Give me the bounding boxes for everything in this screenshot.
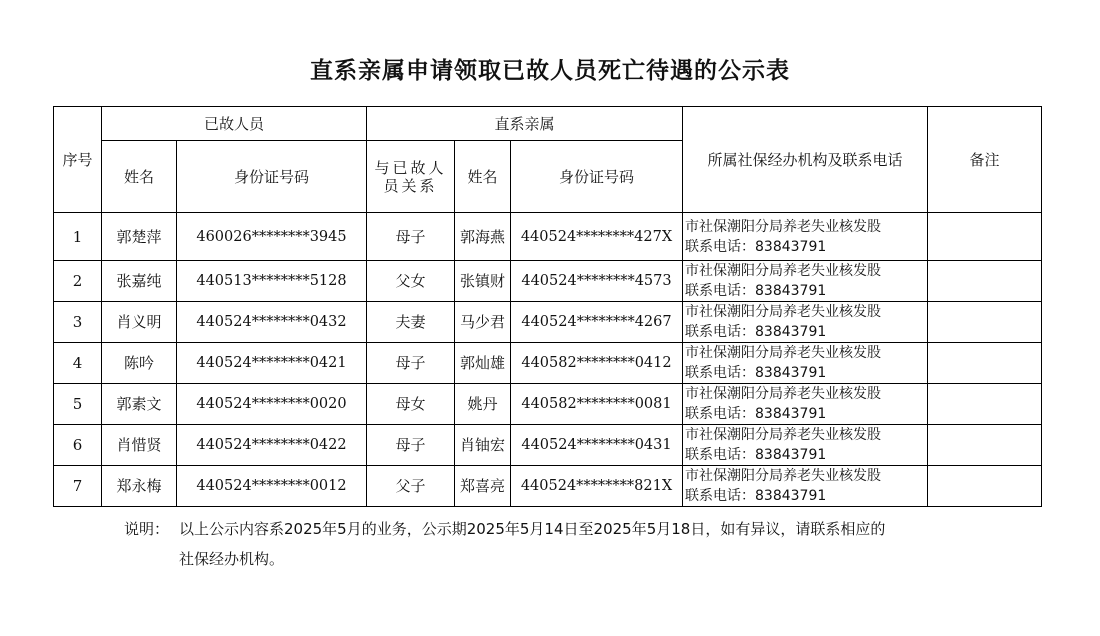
- office-name: 市社保潮阳分局养老失业核发股: [685, 218, 881, 235]
- office-phone: 联系电话：83843791: [685, 238, 827, 255]
- header-relationship: 与已故人员关系: [367, 141, 455, 213]
- relative-id-cell: 440524********0431: [511, 425, 683, 466]
- seq-cell: 4: [54, 343, 102, 384]
- office-phone: 联系电话：83843791: [685, 406, 827, 422]
- relationship-cell: 母子: [367, 343, 455, 384]
- header-relatives-group: 直系亲属: [367, 107, 683, 141]
- deceased-name-cell: 郭楚萍: [102, 213, 177, 261]
- relative-id-cell: 440582********0412: [511, 343, 683, 384]
- deceased-id-cell: 460026********3945: [177, 213, 367, 261]
- header-id-number: 身份证号码: [177, 141, 367, 213]
- table-row: [54, 261, 1042, 302]
- relative-id-cell: 440524********4573: [511, 261, 683, 302]
- relative-id-cell: 440582********0081: [511, 384, 683, 425]
- remark-cell: [928, 343, 1042, 384]
- header-seq: 序号: [54, 107, 102, 213]
- relationship-cell: 母子: [367, 213, 455, 261]
- deceased-id-cell: 440513********5128: [177, 261, 367, 302]
- header-row-group: [54, 107, 1042, 141]
- seq-cell: 7: [54, 466, 102, 507]
- office-name: 市社保潮阳分局养老失业核发股: [685, 263, 881, 279]
- relative-name-cell: 郭灿雄: [455, 343, 511, 384]
- relative-name-cell: 郭海燕: [455, 213, 511, 261]
- seq-cell: 6: [54, 425, 102, 466]
- remark-cell: [928, 384, 1042, 425]
- office-name: 市社保潮阳分局养老失业核发股: [685, 468, 881, 484]
- table-row: [54, 466, 1042, 507]
- deceased-name-cell: 肖义明: [102, 302, 177, 343]
- office-phone: 联系电话：83843791: [685, 488, 827, 504]
- header-remark: 备注: [928, 107, 1042, 213]
- relative-id-cell: 440524********4267: [511, 302, 683, 343]
- relative-id-cell: 440524********427X: [511, 213, 683, 261]
- footnote-line-1: 以上公示内容系2025年5月的业务，公示期2025年5月14日至2025年5月18日，如有异议，请联系相应的: [179, 520, 886, 538]
- relative-id-cell: 440524********821X: [511, 466, 683, 507]
- header-office: 所属社保经办机构及联系电话: [683, 107, 928, 213]
- header-deceased-group: 已故人员: [102, 107, 367, 141]
- deceased-id-cell: 440524********0012: [177, 466, 367, 507]
- remark-cell: [928, 261, 1042, 302]
- deceased-id-cell: 440524********0421: [177, 343, 367, 384]
- remark-cell: [928, 302, 1042, 343]
- seq-cell: 3: [54, 302, 102, 343]
- header-relative-id: 身份证号码: [511, 141, 683, 213]
- office-name: 市社保潮阳分局养老失业核发股: [685, 304, 881, 320]
- office-cell: [683, 384, 928, 425]
- office-cell: [683, 343, 928, 384]
- office-cell: [683, 302, 928, 343]
- office-phone: 联系电话：83843791: [685, 324, 827, 340]
- relative-name-cell: 姚丹: [455, 384, 511, 425]
- table-row: [54, 425, 1042, 466]
- relationship-cell: 夫妻: [367, 302, 455, 343]
- deceased-id-cell: 440524********0020: [177, 384, 367, 425]
- deceased-name-cell: 肖惜贤: [102, 425, 177, 466]
- seq-cell: 2: [54, 261, 102, 302]
- table-row: [54, 384, 1042, 425]
- remark-cell: [928, 466, 1042, 507]
- relative-name-cell: 肖铀宏: [455, 425, 511, 466]
- relationship-cell: 父女: [367, 261, 455, 302]
- office-phone: 联系电话：83843791: [685, 283, 827, 299]
- deceased-name-cell: 陈吟: [102, 343, 177, 384]
- seq-cell: 1: [54, 213, 102, 261]
- footnote-line-2: 社保经办机构。: [179, 550, 285, 568]
- relative-name-cell: 张镇财: [455, 261, 511, 302]
- header-name: 姓名: [102, 141, 177, 213]
- table-row: [54, 302, 1042, 343]
- remark-cell: [928, 425, 1042, 466]
- office-cell: [683, 261, 928, 302]
- office-phone: 联系电话：83843791: [685, 447, 827, 463]
- deceased-id-cell: 440524********0432: [177, 302, 367, 343]
- deceased-name-cell: 郭素文: [102, 384, 177, 425]
- deceased-id-cell: 440524********0422: [177, 425, 367, 466]
- deceased-name-cell: 张嘉纯: [102, 261, 177, 302]
- table-row: [54, 213, 1042, 261]
- footnote-label: 说明：: [124, 520, 170, 538]
- relative-name-cell: 马少君: [455, 302, 511, 343]
- relative-name-cell: 郑喜亮: [455, 466, 511, 507]
- office-phone: 联系电话：83843791: [685, 365, 827, 381]
- deceased-name-cell: 郑永梅: [102, 466, 177, 507]
- seq-cell: 5: [54, 384, 102, 425]
- relationship-cell: 母女: [367, 384, 455, 425]
- office-name: 市社保潮阳分局养老失业核发股: [685, 345, 881, 361]
- office-cell: [683, 425, 928, 466]
- relationship-cell: 母子: [367, 425, 455, 466]
- office-cell: [683, 213, 928, 261]
- office-cell: [683, 466, 928, 507]
- page-title: 直系亲属申请领取已故人员死亡待遇的公示表: [310, 58, 790, 84]
- office-name: 市社保潮阳分局养老失业核发股: [685, 427, 881, 443]
- remark-cell: [928, 213, 1042, 261]
- announcement-table: [53, 106, 1042, 507]
- relationship-cell: 父子: [367, 466, 455, 507]
- footnote: [124, 514, 885, 574]
- header-relative-name: 姓名: [455, 141, 511, 213]
- office-name: 市社保潮阳分局养老失业核发股: [685, 386, 881, 402]
- table-row: [54, 343, 1042, 384]
